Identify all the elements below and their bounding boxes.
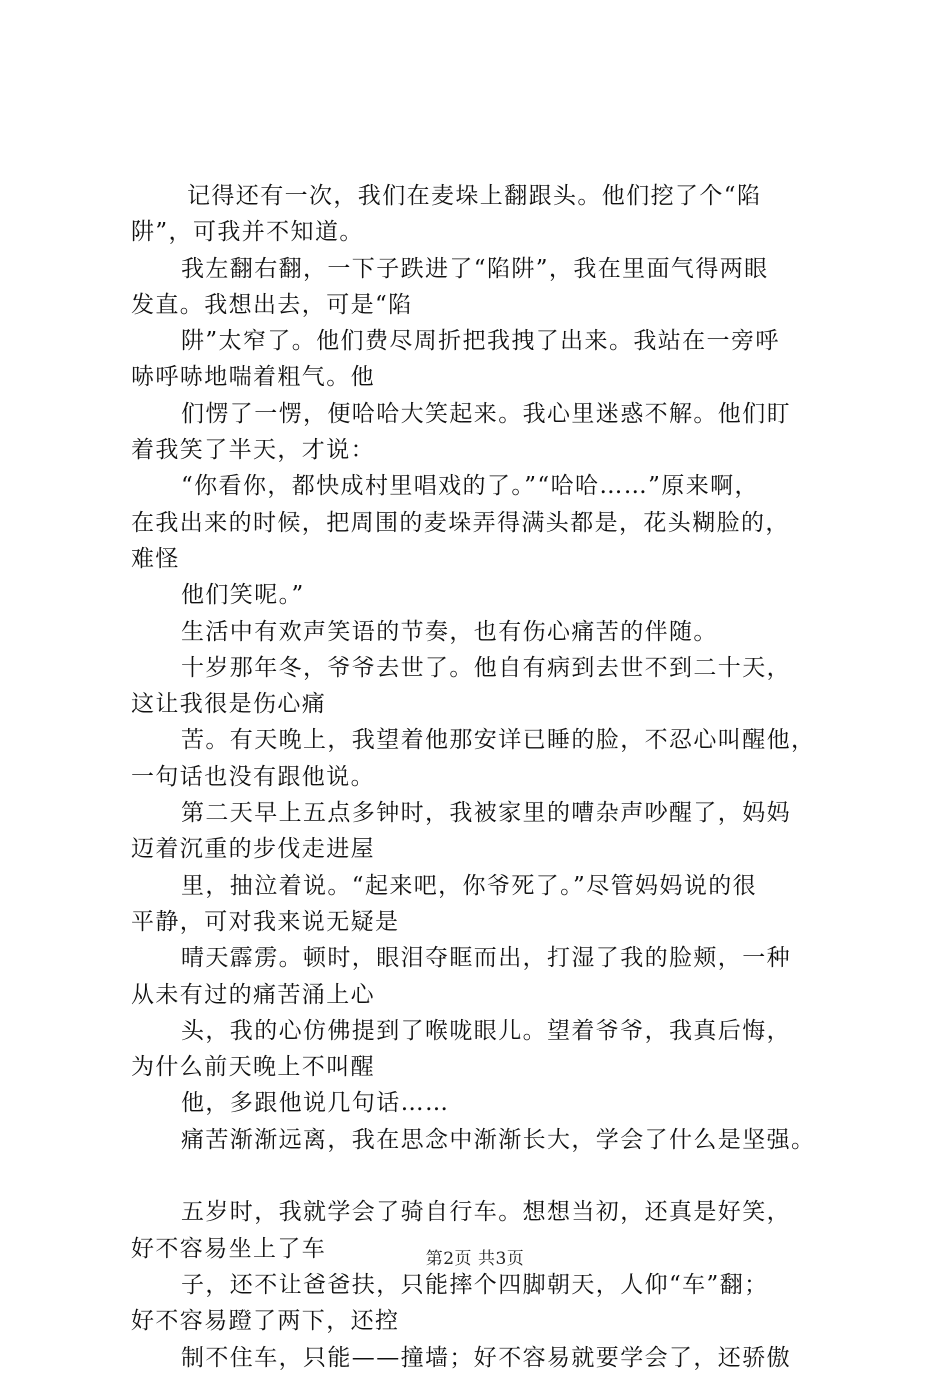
text-line: 平静，可对我来说无疑是 (131, 908, 400, 935)
text-line: 难怪 (131, 545, 180, 572)
text-line: “你看你，都快成村里唱戏的了。”“哈哈……”原来啊， (181, 473, 759, 500)
text-line: 们愣了一愣，便哈哈大笑起来。我心里迷惑不解。他们盯 (181, 400, 791, 427)
text-line: 好不容易坐上了车 (131, 1235, 327, 1262)
text-line: 十岁那年冬，爷爷去世了。他自有病到去世不到二十天， (181, 654, 791, 681)
blank-line (131, 1158, 851, 1194)
text-line: 头，我的心仿佛提到了喉咙眼儿。望着爷爷，我真后悔， (181, 1017, 791, 1044)
text-line: 苦。有天晚上，我望着他那安详已睡的脸，不忍心叫醒他， (181, 727, 816, 754)
text-line: 在我出来的时候，把周围的麦垛弄得满头都是，花头糊脸的， (131, 509, 790, 536)
document-body (131, 178, 851, 1376)
page-number: 第2页 共3页 (425, 1249, 525, 1269)
text-line: 记得还有一次，我们在麦垛上翻跟头。他们挖了个“陷 (187, 183, 762, 209)
text-line: 子，还不让爸爸扶，只能摔个四脚朝天，人仰“车”翻； (181, 1271, 769, 1298)
text-line: 里，抽泣着说。“起来吧，你爷死了。”尽管妈妈说的很 (181, 872, 758, 899)
text-line: 他，多跟他说几句话…… (181, 1090, 450, 1117)
text-line: 第二天早上五点多钟时，我被家里的嘈杂声吵醒了，妈妈 (181, 800, 791, 827)
text-line: 制不住车，只能——撞墙；好不容易就要学会了，还骄傲 (181, 1344, 791, 1371)
page-footer (0, 1244, 950, 1269)
text-line: 从未有过的痛苦涌上心 (131, 981, 375, 1008)
text-line: 五岁时，我就学会了骑自行车。想想当初，还真是好笑， (181, 1199, 791, 1226)
text-line: 发直。我想出去，可是“陷 (131, 291, 413, 318)
text-line: 痛苦渐渐远离，我在思念中渐渐长大，学会了什么是坚强。 (181, 1126, 816, 1153)
text-line: 生活中有欢声笑语的节奏，也有伤心痛苦的伴随。 (181, 618, 718, 645)
text-line: 一句话也没有跟他说。 (131, 763, 375, 790)
text-line: 他们笑呢。” (181, 582, 305, 609)
text-line: 晴天霹雳。顿时，眼泪夺眶而出，打湿了我的脸颊，一种 (181, 945, 791, 972)
text-line: 为什么前天晚上不叫醒 (131, 1054, 375, 1081)
text-line: 阱”太窄了。他们费尽周折把我拽了出来。我站在一旁呼 (181, 328, 780, 355)
text-line: 这让我很是伤心痛 (131, 691, 327, 718)
text-line: 哧呼哧地喘着粗气。他 (131, 364, 375, 391)
text-line: 着我笑了半天，才说： (131, 437, 375, 464)
text-line: 阱”，可我并不知道。 (131, 219, 364, 246)
text-line: 迈着沉重的步伐走进屋 (131, 836, 375, 863)
text-line: 我左翻右翻，一下子跌进了“陷阱”，我在里面气得两眼 (181, 255, 769, 282)
text-line: 好不容易蹬了两下，还控 (131, 1308, 400, 1335)
